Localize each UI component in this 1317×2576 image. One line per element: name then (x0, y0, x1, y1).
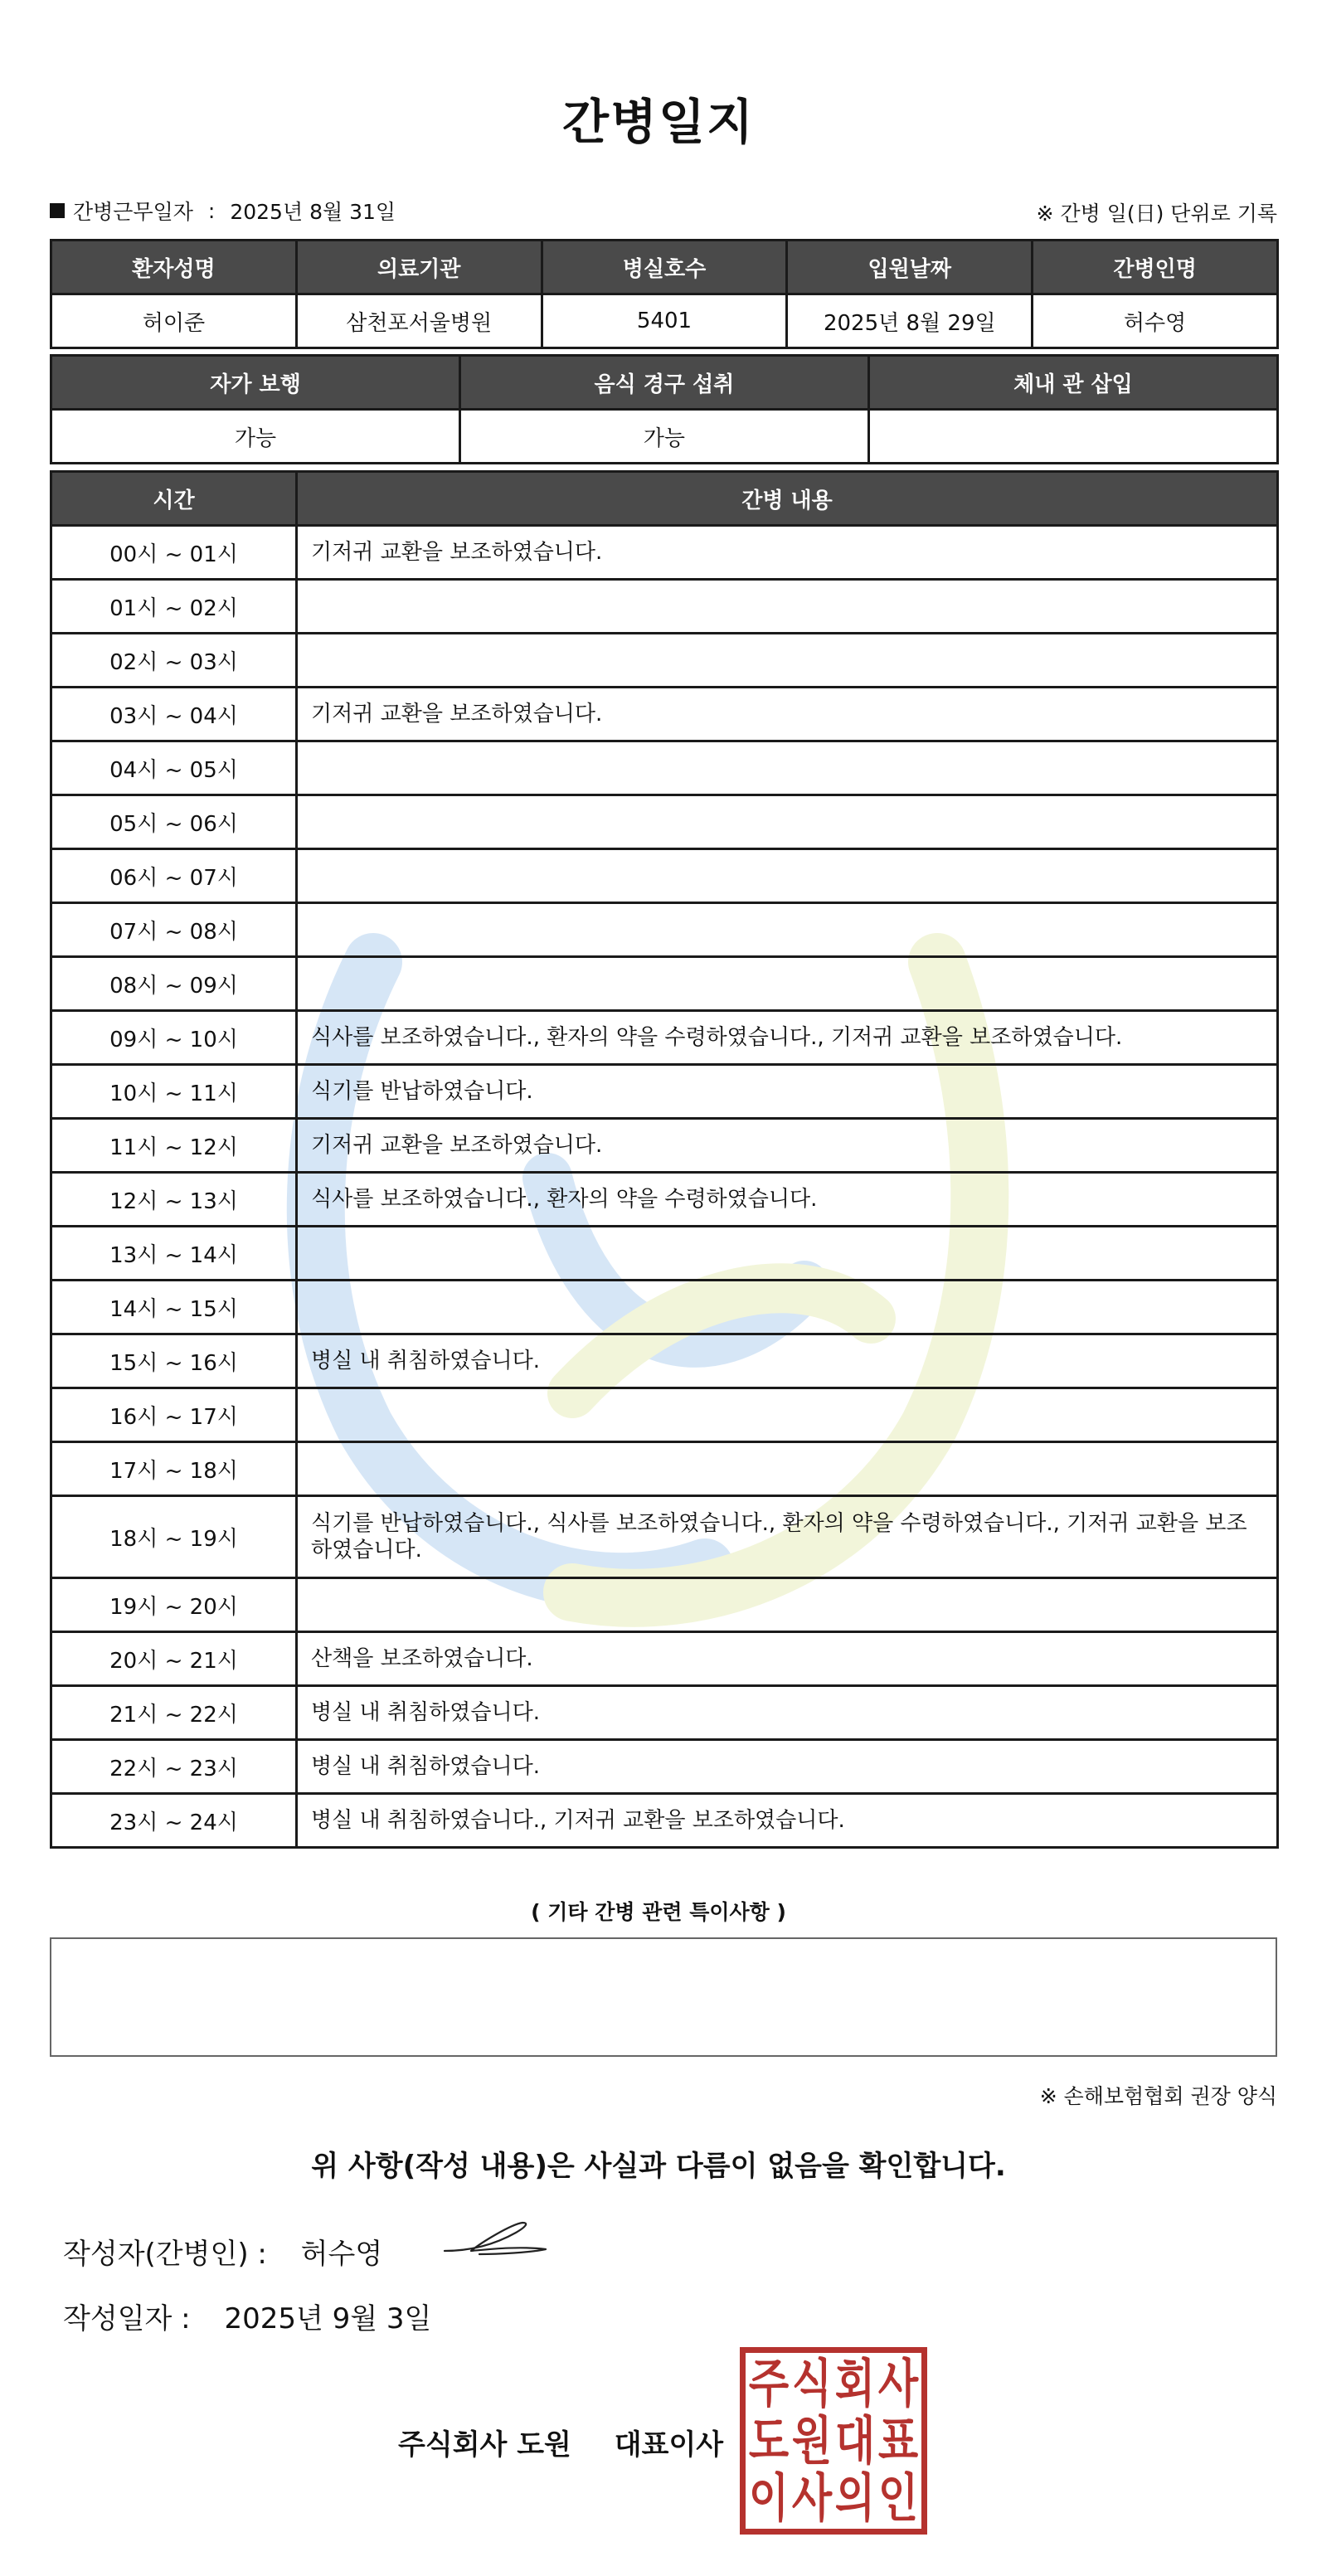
log-row (51, 634, 1278, 688)
log-content: 병실 내 취침하였습니다. (297, 1686, 1278, 1740)
patient-info-table (50, 239, 1279, 349)
log-content (297, 634, 1278, 688)
log-time: 06시 ~ 07시 (51, 849, 297, 903)
log-time: 08시 ~ 09시 (51, 957, 297, 1011)
seal-char: 식 (791, 2353, 833, 2413)
log-row (51, 795, 1278, 849)
log-row (51, 1227, 1278, 1281)
log-row (51, 1173, 1278, 1227)
log-time: 18시 ~ 19시 (51, 1496, 297, 1578)
page-title: 간병일지 (561, 94, 756, 150)
special-notes-title: ( 기타 간병 관련 특이사항 ) (531, 1900, 786, 1924)
seal-char: 인 (877, 2468, 919, 2529)
seal-char: 사 (877, 2353, 919, 2413)
log-content: 병실 내 취침하였습니다. (297, 1740, 1278, 1794)
header-oral-intake: 음식 경구 섭취 (459, 356, 868, 410)
header-tube-insertion: 체내 관 삽입 (868, 356, 1277, 410)
work-date-value: 2025년 8월 31일 (230, 200, 396, 224)
institution: 삼천포서울병원 (296, 294, 542, 348)
header-patient-name: 환자성명 (51, 241, 297, 294)
square-bullet-icon (50, 203, 65, 218)
log-content (297, 1388, 1278, 1442)
log-row (51, 1334, 1278, 1388)
header-self-walking: 자가 보행 (51, 356, 460, 410)
log-content (297, 741, 1278, 795)
log-time: 21시 ~ 22시 (51, 1686, 297, 1740)
log-row (51, 1740, 1278, 1794)
log-row (51, 1065, 1278, 1119)
log-content (297, 849, 1278, 903)
seal-char: 원 (791, 2410, 833, 2472)
special-notes-box (50, 1937, 1277, 2057)
log-content: 기저귀 교환을 보조하였습니다. (297, 1119, 1278, 1173)
company-role: 대표이사 (614, 2428, 724, 2462)
log-time: 00시 ~ 01시 (51, 526, 297, 580)
oral-intake-value: 가능 (459, 410, 868, 464)
log-time: 13시 ~ 14시 (51, 1227, 297, 1281)
caregiver-name: 허수영 (1033, 294, 1278, 348)
seal-char: 회 (834, 2353, 876, 2413)
seal-char: 대 (834, 2410, 876, 2472)
self-walking-value: 가능 (51, 410, 460, 464)
tube-insertion-value (868, 410, 1277, 464)
log-row (51, 1578, 1278, 1632)
seal-char: 이 (748, 2468, 790, 2529)
seal-char: 표 (877, 2410, 919, 2472)
log-row (51, 1442, 1278, 1496)
log-row (51, 688, 1278, 741)
log-row (51, 849, 1278, 903)
log-row (51, 580, 1278, 634)
log-content: 병실 내 취침하였습니다. (297, 1334, 1278, 1388)
patient-status-table (50, 354, 1279, 464)
seal-char: 의 (834, 2468, 876, 2529)
log-time: 23시 ~ 24시 (51, 1794, 297, 1848)
log-row (51, 1794, 1278, 1848)
log-time: 04시 ~ 05시 (51, 741, 297, 795)
log-row (51, 1632, 1278, 1686)
log-content (297, 795, 1278, 849)
log-time: 07시 ~ 08시 (51, 903, 297, 957)
log-content (297, 1578, 1278, 1632)
log-content: 병실 내 취침하였습니다., 기저귀 교환을 보조하였습니다. (297, 1794, 1278, 1848)
log-time: 03시 ~ 04시 (51, 688, 297, 741)
writer-line (63, 2231, 382, 2272)
work-date-line (50, 196, 396, 226)
log-content (297, 1281, 1278, 1334)
hourly-care-log-table (50, 470, 1279, 1849)
log-row (51, 526, 1278, 580)
log-content (297, 903, 1278, 957)
log-row (51, 741, 1278, 795)
log-content: 식기를 반납하였습니다., 식사를 보조하였습니다., 환자의 약을 수령하였습니다., 기저귀 교환을 보조하였습니다. (297, 1496, 1278, 1578)
log-time: 02시 ~ 03시 (51, 634, 297, 688)
writer-name: 허수영 (300, 2238, 383, 2271)
log-time: 22시 ~ 23시 (51, 1740, 297, 1794)
log-content: 식기를 반납하였습니다. (297, 1065, 1278, 1119)
record-unit-note: ※ 간병 일(日) 단위로 기록 (1036, 202, 1277, 226)
log-time: 09시 ~ 10시 (51, 1011, 297, 1065)
written-date-value: 2025년 9월 3일 (224, 2302, 432, 2335)
log-time: 17시 ~ 18시 (51, 1442, 297, 1496)
log-time: 19시 ~ 20시 (51, 1578, 297, 1632)
handwritten-signature (440, 2214, 556, 2264)
log-content: 기저귀 교환을 보조하였습니다. (297, 688, 1278, 741)
log-row (51, 903, 1278, 957)
seal-char: 사 (791, 2468, 833, 2529)
seal-char: 주 (748, 2353, 790, 2413)
confirmation-statement: 위 사항(작성 내용)은 사실과 다름이 없음을 확인합니다. (311, 2150, 1006, 2183)
header-admission-date: 입원날짜 (787, 241, 1033, 294)
company-seal-stamp (740, 2347, 927, 2535)
log-row (51, 1686, 1278, 1740)
log-row (51, 1011, 1278, 1065)
log-row (51, 1281, 1278, 1334)
header-institution: 의료기관 (296, 241, 542, 294)
log-content (297, 1227, 1278, 1281)
log-content (297, 580, 1278, 634)
log-time: 10시 ~ 11시 (51, 1065, 297, 1119)
company-name: 주식회사 도원 (398, 2428, 571, 2462)
work-date-label: 간병근무일자 (73, 200, 193, 224)
company-line (398, 2422, 723, 2462)
header-time: 시간 (51, 472, 297, 526)
log-row (51, 957, 1278, 1011)
log-time: 20시 ~ 21시 (51, 1632, 297, 1686)
admission-date: 2025년 8월 29일 (787, 294, 1033, 348)
log-content (297, 957, 1278, 1011)
log-content (297, 1442, 1278, 1496)
log-row (51, 1496, 1278, 1578)
log-row (51, 1119, 1278, 1173)
log-content: 식사를 보조하였습니다., 환자의 약을 수령하였습니다., 기저귀 교환을 보조하였습니다. (297, 1011, 1278, 1065)
work-date-separator: : (207, 198, 216, 223)
association-note: ※ 손해보험협회 권장 양식 (1039, 2084, 1277, 2108)
writer-label: 작성자(간병인) : (63, 2238, 267, 2271)
written-date-line (63, 2296, 431, 2336)
patient-name: 허이준 (51, 294, 297, 348)
log-time: 16시 ~ 17시 (51, 1388, 297, 1442)
log-time: 14시 ~ 15시 (51, 1281, 297, 1334)
header-care-content: 간병 내용 (297, 472, 1278, 526)
log-content: 식사를 보조하였습니다., 환자의 약을 수령하였습니다. (297, 1173, 1278, 1227)
log-content: 기저귀 교환을 보조하였습니다. (297, 526, 1278, 580)
log-time: 01시 ~ 02시 (51, 580, 297, 634)
log-time: 15시 ~ 16시 (51, 1334, 297, 1388)
log-time: 11시 ~ 12시 (51, 1119, 297, 1173)
log-time: 12시 ~ 13시 (51, 1173, 297, 1227)
log-time: 05시 ~ 06시 (51, 795, 297, 849)
header-caregiver-name: 간병인명 (1033, 241, 1278, 294)
header-room-number: 병실호수 (542, 241, 787, 294)
written-date-label: 작성일자 : (63, 2302, 191, 2335)
seal-char: 도 (748, 2410, 790, 2472)
log-row (51, 1388, 1278, 1442)
room-number: 5401 (542, 294, 787, 348)
log-content: 산책을 보조하였습니다. (297, 1632, 1278, 1686)
